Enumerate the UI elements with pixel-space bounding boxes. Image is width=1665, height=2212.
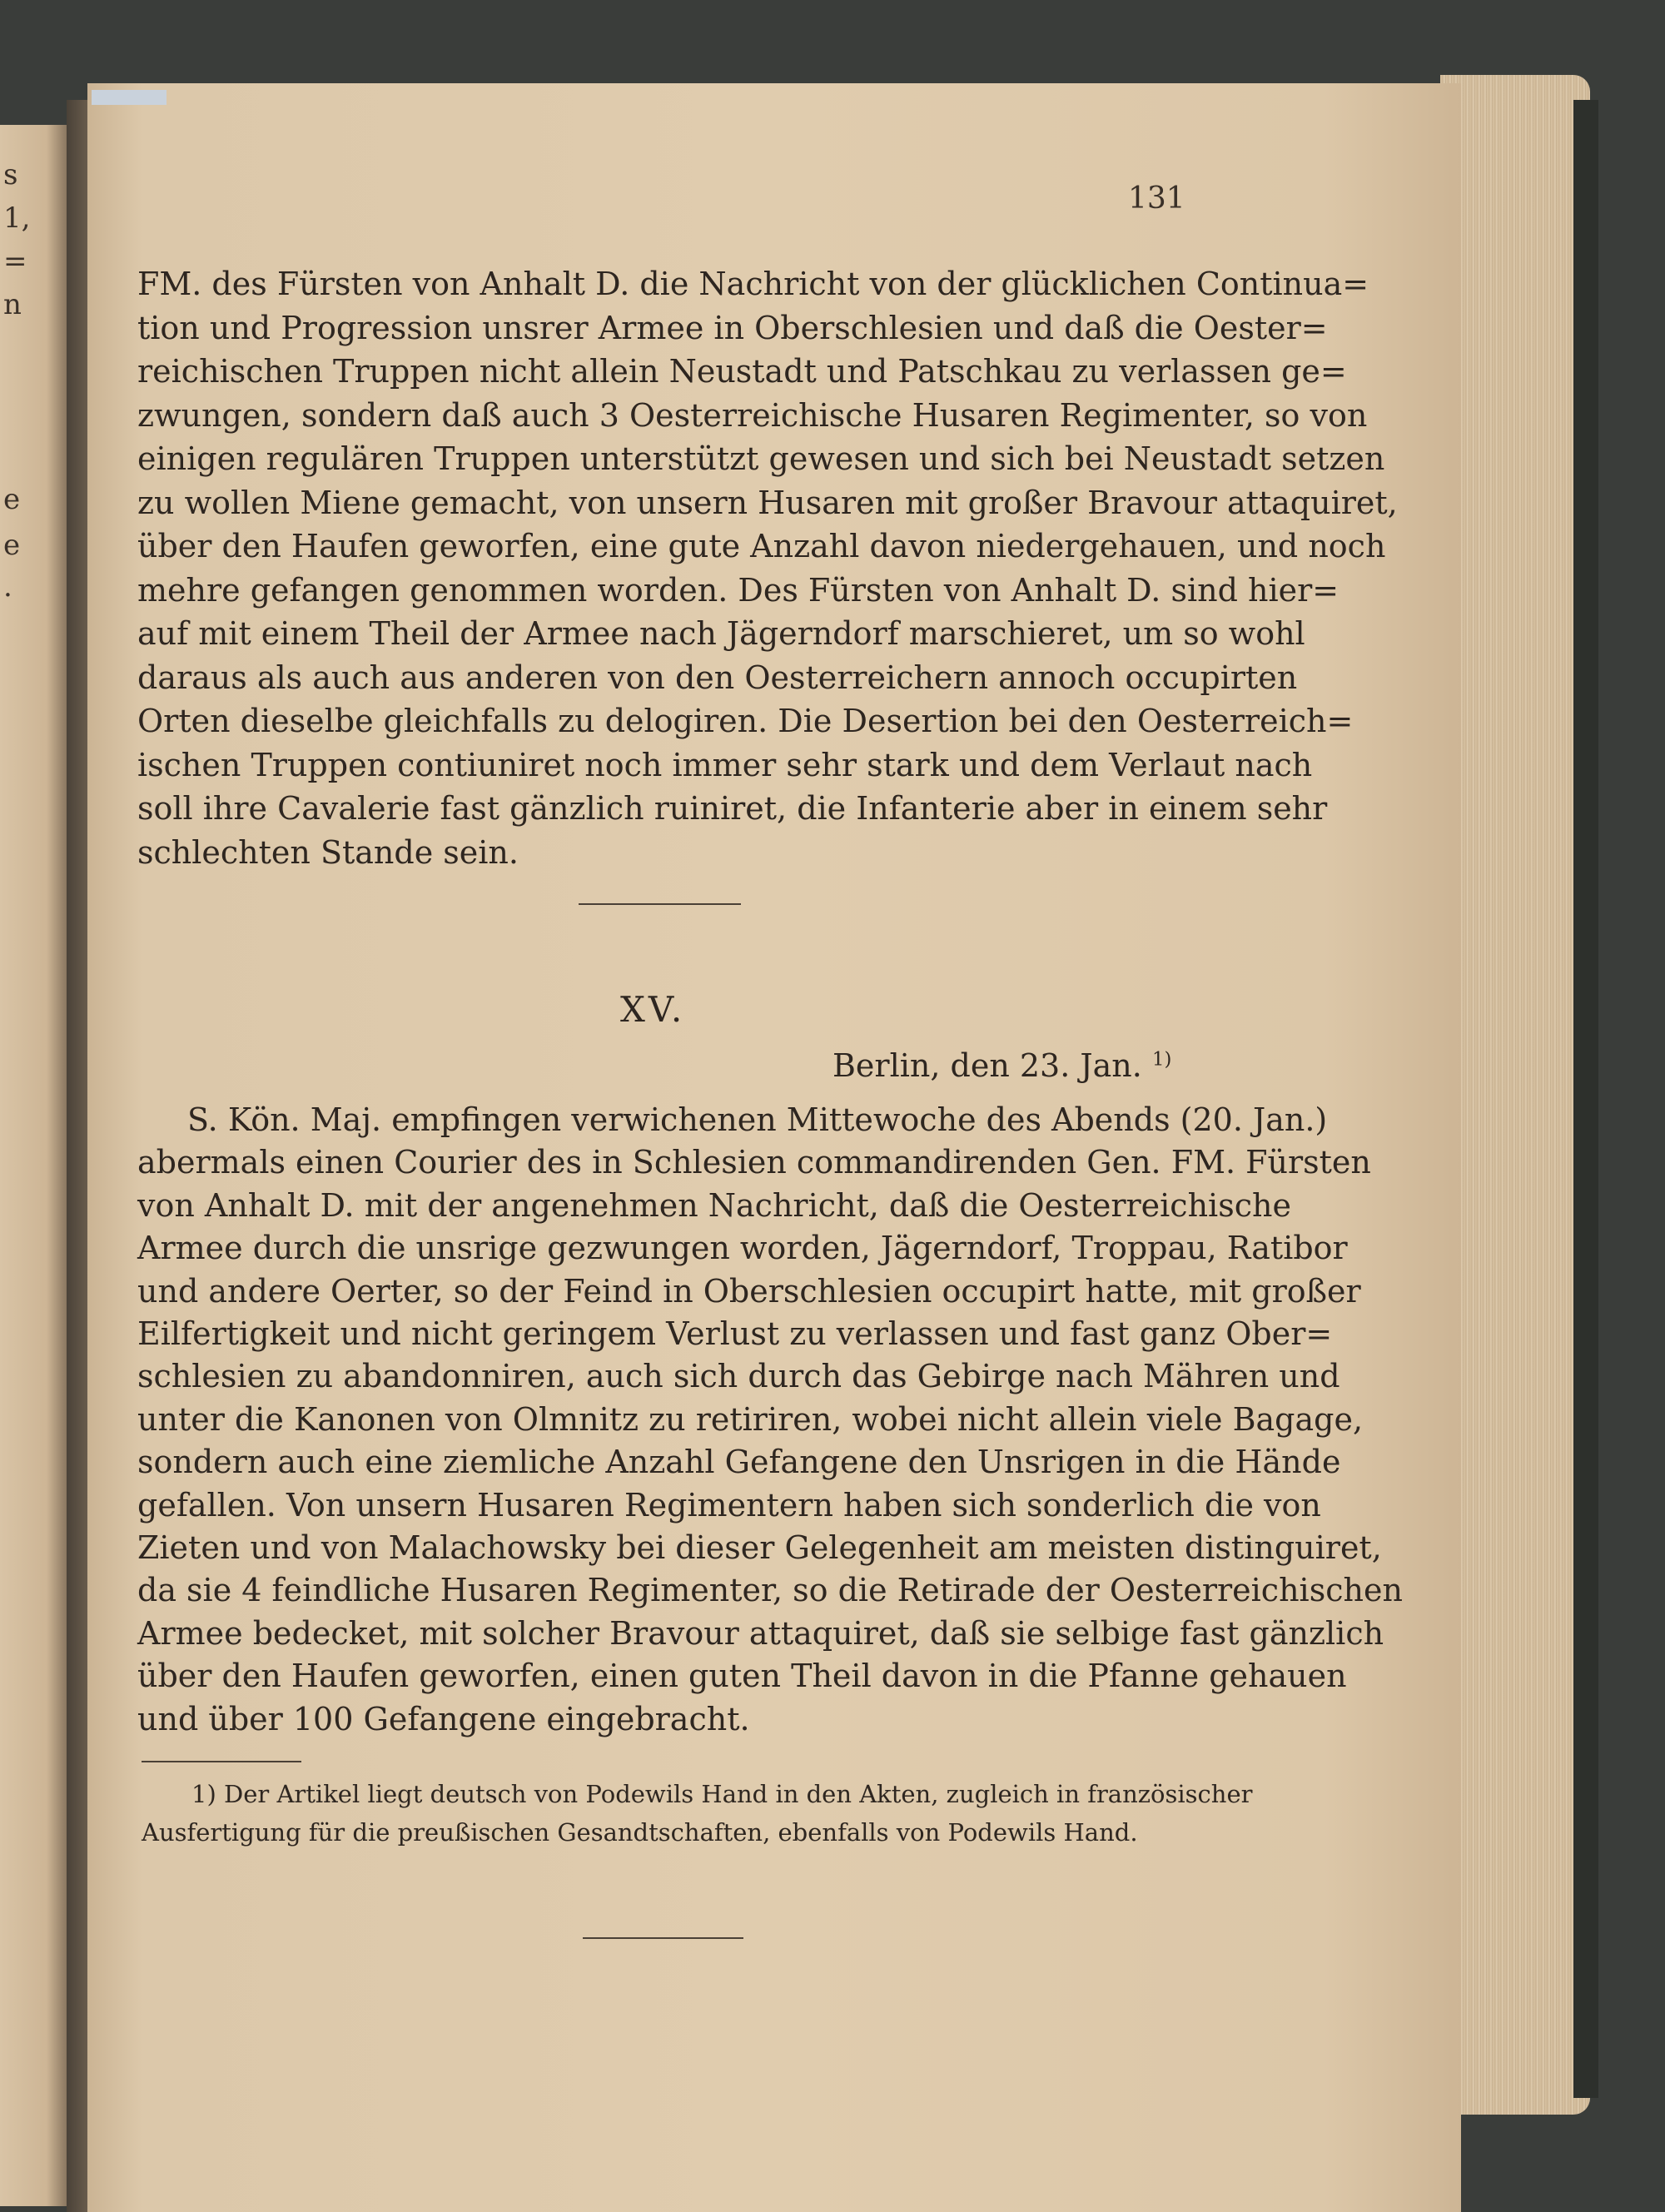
left-page-char: .: [3, 570, 12, 604]
text-line: abermals einen Courier des in Schlesien commandirenden Gen. FM. Fürsten: [137, 1144, 1371, 1181]
left-page-char: e: [3, 483, 21, 516]
text-line: tion und Progression unsrer Armee in Oberschlesien und daß die Oester=: [137, 309, 1328, 346]
text-line: Eilfertigkeit und nicht geringem Verlust zu verlassen und fast ganz Ober=: [137, 1315, 1333, 1352]
left-page-char: n: [3, 288, 22, 321]
text-line: auf mit einem Theil der Armee nach Jägerndorf marschieret, um so wohl: [137, 615, 1305, 652]
paper-tab: [92, 90, 166, 105]
text-line: sondern auch eine ziemliche Anzahl Gefangene den Unsrigen in die Hände: [137, 1444, 1341, 1481]
text-line: mehre gefangen genommen worden. Des Fürsten von Anhalt D. sind hier=: [137, 571, 1339, 609]
text-line: schlechten Stande sein.: [137, 833, 519, 871]
text-line: über den Haufen geworfen, einen guten Theil davon in die Pfanne gehauen: [137, 1658, 1347, 1695]
section-divider: [579, 903, 741, 905]
text-line: zu wollen Miene gemacht, von unsern Husaren mit großer Bravour attaquiret,: [137, 484, 1398, 521]
text-line: zwungen, sondern daß auch 3 Oesterreichische Husaren Regimenter, so von: [137, 396, 1368, 434]
text-line: von Anhalt D. mit der angenehmen Nachricht, daß die Oesterreichische: [137, 1186, 1291, 1224]
text-line: S. Kön. Maj. empfingen verwichenen Mittewoche des Abends (20. Jan.): [187, 1101, 1328, 1138]
bottom-divider: [583, 1937, 743, 1939]
text-line: soll ihre Cavalerie fast gänzlich ruiniret, die Infanterie aber in einem sehr: [137, 790, 1328, 827]
left-page-char: s: [3, 158, 18, 191]
text-line: Zieten und von Malachowsky bei dieser Gelegenheit am meisten distinguiret,: [137, 1529, 1382, 1566]
text-line: ischen Truppen contiuniret noch immer sehr stark und dem Verlaut nach: [137, 746, 1313, 783]
left-page-fragment: [0, 125, 67, 2206]
page-number: 131: [1128, 181, 1185, 216]
page-edges: [1440, 75, 1590, 2115]
text-line: daraus als auch aus anderen von den Oesterreichern annoch occupirten: [137, 659, 1298, 696]
section-heading: XV.: [620, 989, 686, 1030]
dateline-text: Berlin, den 23. Jan.: [832, 1047, 1142, 1084]
left-page-char: e: [3, 529, 21, 562]
text-line: FM. des Fürsten von Anhalt D. die Nachricht von der glücklichen Continua=: [137, 266, 1369, 302]
text-line: schlesien zu abandonniren, auch sich durch das Gebirge nach Mähren und: [137, 1358, 1340, 1395]
book-cover-edge: [1573, 100, 1598, 2098]
text-line: und andere Oerter, so der Feind in Oberschlesien occupirt hatte, mit großer: [137, 1272, 1361, 1310]
footnote-mark: 1): [1151, 1048, 1172, 1071]
footnote-rule: [142, 1761, 301, 1762]
dateline: [832, 1047, 1171, 1084]
text-line: einigen regulären Truppen unterstützt gewesen und sich bei Neustadt setzen: [137, 440, 1385, 477]
text-line: gefallen. Von unsern Husaren Regimentern haben sich sonderlich die von: [137, 1486, 1321, 1524]
left-page-char: 1,: [3, 201, 31, 235]
footnote-line: Ausfertigung für die preußischen Gesandtschaften, ebenfalls von Podewils Hand.: [142, 1818, 1138, 1847]
text-line: und über 100 Gefangene eingebracht.: [137, 1700, 750, 1737]
left-page-char: =: [3, 245, 27, 278]
text-line: Armee bedecket, mit solcher Bravour attaquiret, daß sie selbige fast gänzlich: [137, 1614, 1384, 1652]
text-line: unter die Kanonen von Olmnitz zu retiriren, wobei nicht allein viele Bagage,: [137, 1400, 1364, 1438]
footnote-line: 1) Der Artikel liegt deutsch von Podewils Hand in den Akten, zugleich in französischer: [191, 1780, 1253, 1808]
text-line: Orten dieselbe gleichfalls zu delogiren. Die Desertion bei den Oesterreich=: [137, 703, 1354, 739]
text-line: Armee durch die unsrige gezwungen worden, Jägerndorf, Troppau, Ratibor: [137, 1230, 1348, 1267]
text-line: reichischen Truppen nicht allein Neustadt und Patschkau zu verlassen ge=: [137, 353, 1347, 390]
text-line: über den Haufen geworfen, eine gute Anzahl davon niedergehauen, und noch: [137, 528, 1386, 564]
text-line: da sie 4 feindliche Husaren Regimenter, so die Retirade der Oesterreichischen: [137, 1572, 1403, 1609]
